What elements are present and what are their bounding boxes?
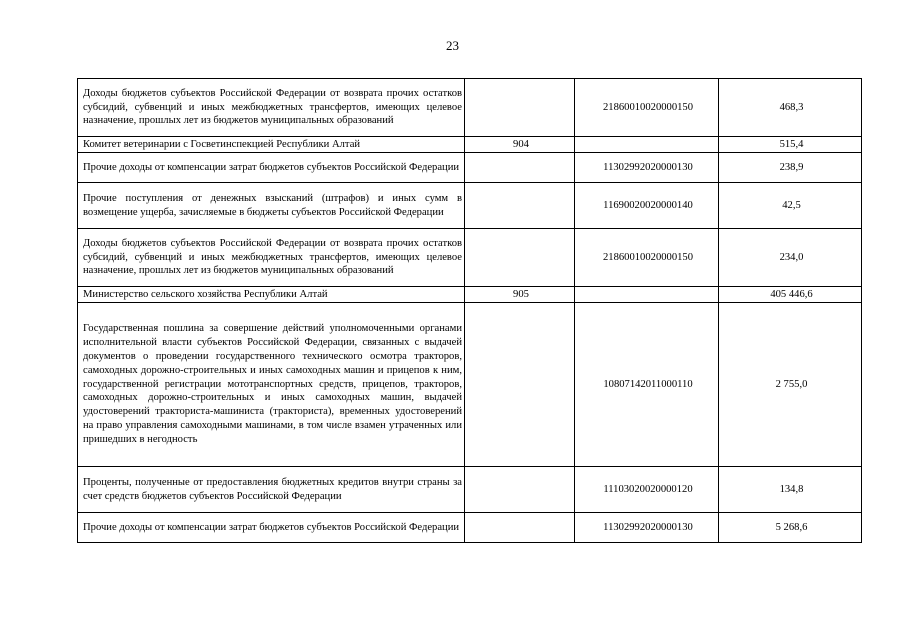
table-row xyxy=(78,153,862,183)
revenue-table xyxy=(77,78,862,543)
admin-code-cell xyxy=(465,183,575,229)
table-row xyxy=(78,79,862,137)
revenue-code-cell: 11302992020000130 xyxy=(575,513,719,543)
table-row xyxy=(78,467,862,513)
revenue-name-cell: Прочие поступления от денежных взысканий (штрафов) и иных сумм в возмещение ущерба, зачисляемые в бюджеты субъектов Российской Федерации xyxy=(78,183,465,229)
admin-code-cell xyxy=(465,513,575,543)
admin-code-cell xyxy=(465,79,575,137)
revenue-code-cell: 21860010020000150 xyxy=(575,229,719,287)
amount-cell: 134,8 xyxy=(719,467,862,513)
table-row xyxy=(78,229,862,287)
page-number: 23 xyxy=(446,38,459,53)
table-row xyxy=(78,287,862,303)
table-row xyxy=(78,137,862,153)
revenue-name-cell: Прочие доходы от компенсации затрат бюджетов субъектов Российской Федерации xyxy=(78,153,465,183)
revenue-code-cell: 10807142011000110 xyxy=(575,303,719,467)
amount-cell: 405 446,6 xyxy=(719,287,862,303)
amount-cell: 234,0 xyxy=(719,229,862,287)
table-row xyxy=(78,303,862,467)
amount-cell: 42,5 xyxy=(719,183,862,229)
amount-cell: 238,9 xyxy=(719,153,862,183)
revenue-code-cell: 21860010020000150 xyxy=(575,79,719,137)
admin-code-cell xyxy=(465,229,575,287)
revenue-name-cell: Доходы бюджетов субъектов Российской Федерации от возврата прочих остатков субсидий, субвенций и иных межбюджетных трансфертов, имеющих целевое назначение, прошлых лет из бюджетов муниципальных образований xyxy=(78,229,465,287)
administrator-name-cell: Министерство сельского хозяйства Республики Алтай xyxy=(78,287,465,303)
amount-cell: 515,4 xyxy=(719,137,862,153)
revenue-name-cell: Государственная пошлина за совершение действий уполномоченными органами исполнительной власти субъектов Российской Федерации, связанных с выдачей документов о проведении государственного технического осмотра тракторов, самоходных дорожно-строительных и иных самоходных машин и прицепов к ним, государственной регистрации мототранспортных средств, прицепов, тракторов, самоходных дорожно-строительных и иных самоходных машин, выдачей удостоверений тракториста-машиниста (тракториста), временных удостоверений на право управления самоходными машинами, в том числе взамен утраченных или пришедших в негодность xyxy=(78,303,465,467)
revenue-code-cell xyxy=(575,137,719,153)
revenue-name-cell: Прочие доходы от компенсации затрат бюджетов субъектов Российской Федерации xyxy=(78,513,465,543)
administrator-name-cell: Комитет ветеринарии с Госветинспекцией Республики Алтай xyxy=(78,137,465,153)
admin-code-cell xyxy=(465,303,575,467)
revenue-name-cell: Проценты, полученные от предоставления бюджетных кредитов внутри страны за счет средств бюджетов субъектов Российской Федерации xyxy=(78,467,465,513)
admin-code-cell: 905 xyxy=(465,287,575,303)
table-row xyxy=(78,183,862,229)
amount-cell: 5 268,6 xyxy=(719,513,862,543)
revenue-code-cell: 11690020020000140 xyxy=(575,183,719,229)
revenue-name-cell: Доходы бюджетов субъектов Российской Федерации от возврата прочих остатков субсидий, субвенций и иных межбюджетных трансфертов, имеющих целевое назначение, прошлых лет из бюджетов муниципальных образований xyxy=(78,79,465,137)
revenue-code-cell: 11302992020000130 xyxy=(575,153,719,183)
revenue-code-cell: 11103020020000120 xyxy=(575,467,719,513)
amount-cell: 2 755,0 xyxy=(719,303,862,467)
table-row xyxy=(78,513,862,543)
revenue-code-cell xyxy=(575,287,719,303)
admin-code-cell: 904 xyxy=(465,137,575,153)
amount-cell: 468,3 xyxy=(719,79,862,137)
admin-code-cell xyxy=(465,153,575,183)
admin-code-cell xyxy=(465,467,575,513)
